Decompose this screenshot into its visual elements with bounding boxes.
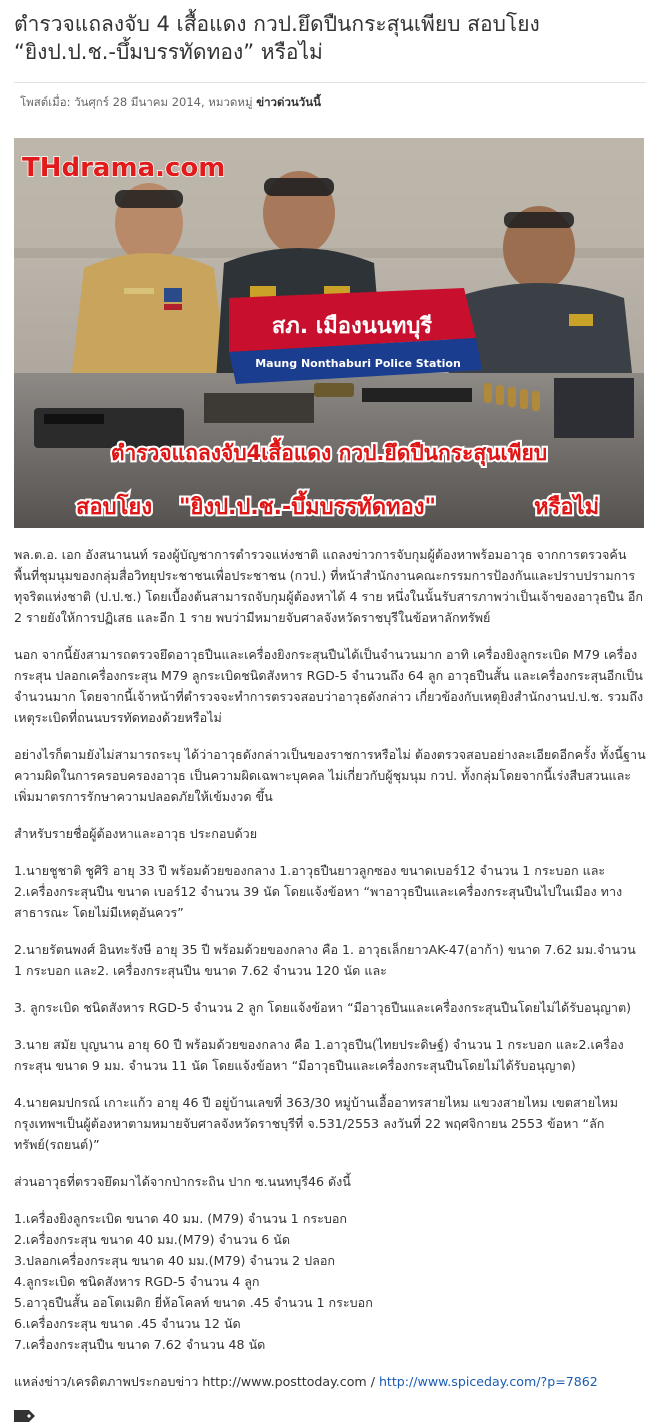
list-item: 4.ลูกระเบิด ชนิดสังหาร RGD-5 จำนวน 4 ลูก <box>14 1274 260 1289</box>
suspect-1: 1.นายชูชาติ ชูศิริ อายุ 33 ปี พร้อมด้วยของกลาง 1.อาวุธปืนยาวลูกซอง ขนาดเบอร์12 จำนวน 1 กระบอก และ 2.เครื่องกระสุนปืน ขนาด เบอร์12 จำนวน 39 นัด โดยแจ้งข้อหา “พาอาวุธปืนและเครื่องกระสุนปืนไปในเมือง ทางสาธารณะ โดยไม่มีเหตุอันควร” <box>14 863 623 920</box>
sign-thai-text: สภ. เมืองนนทบุรี <box>271 314 433 339</box>
hero-headline-line-2c: หรือไม่ <box>534 495 600 520</box>
source-link[interactable]: http://www.spiceday.com/?p=7862 <box>378 1374 598 1389</box>
hero-headline-line-2b: "ยิงป.ป.ช.-บึ้มบรรทัดทอง" <box>179 495 436 520</box>
article-title <box>14 10 644 66</box>
list-item: 2.เครื่องกระสุน ขนาด 40 มม.(M79) จำนวน 6 นัด <box>14 1232 291 1247</box>
paragraph-4: สำหรับรายชื่อผู้ต้องหาและอาวุธ ประกอบด้วย <box>14 826 258 841</box>
article-body <box>14 544 646 1408</box>
station-sign <box>229 288 482 384</box>
post-category-link[interactable]: ข่าวด่วนวันนี้ <box>256 95 321 109</box>
source-prefix: แหล่งข่าว/เครดิตภาพประกอบข่าว http://www.posttoday.com / <box>14 1374 379 1389</box>
sign-english-text: Maung Nonthaburi Police Station <box>255 357 461 370</box>
list-item: 1.เครื่องยิงลูกระเบิด ขนาด 40 มม. (M79) จำนวน 1 กระบอก <box>14 1211 348 1226</box>
weapons-list <box>14 1208 646 1355</box>
watermark-logo: THdrama.com <box>22 153 226 183</box>
post-date: โพสต์เมื่อ: วันศุกร์ 28 มีนาคม 2014, หมวดหมู่ <box>20 95 253 109</box>
list-item: 7.เครื่องกระสุนปืน ขนาด 7.62 จำนวน 48 นัด <box>14 1337 266 1352</box>
hero-photo-illustration <box>14 138 644 528</box>
paragraph-1: พล.ต.อ. เอก อังสนานนท์ รองผู้บัญชาการตำรวจแห่งชาติ แถลงข่าวการจับกุมผู้ต้องหาพร้อมอาวุธ จากการตรวจค้นพื้นที่ชุมนุมของกลุ่มสื่อวิทยุประชาชนเพื่อประชาชน (กวป.) ที่หน้าสำนักงานคณะกรรมการป้องกันและปราบปรามการทุจริตแห่งชาติ (ป.ป.ช.) โดยเบื้องต้นสามารถจับกุมผู้ต้องหาได้ 4 ราย หนึ่งในนั้นรับสารภาพว่าเป็นเจ้าของอาวุธปืน อีก 2 รายยังให้การปฏิเสธ และอีก 1 ราย พบว่ามีหมายจับศาลจังหวัดราชบุรีในข้อหาลักทรัพย์ <box>14 547 644 625</box>
list-item: 5.อาวุธปืนสั้น ออโตเมติก ยี่ห้อโคลท์ ขนาด .45 จำนวน 1 กระบอก <box>14 1295 373 1310</box>
paragraph-2: นอก จากนี้ยังสามารถตรวจยึดอาวุธปืนและเครื่องยิงกระสุนปืนได้เป็นจำนวนมาก อาทิ เครื่องยิงลูกระเบิด M79 เครื่องกระสุน ปลอกเครื่องกระสุน M79 ลูกระเบิดชนิดสังหาร RGD-5 จำนวนถึง 64 ลูก อาวุธปืนสั้น และเครื่องกระสุนอีกเป็นจำนวนมาก โดยจากนี้เจ้าหน้าที่ตำรวจจะทำการตรวจสอบว่าอาวุธดังกล่าว เกี่ยวข้องกับเหตุยิงสำนักงานป.ป.ช. รวมถึง เหตุระเบิดที่ถนนบรรทัดทองด้วยหรือไม่ <box>14 647 644 725</box>
suspect-2: 2.นายรัตนพงศ์ อินทะรังษี อายุ 35 ปี พร้อมด้วยของกลาง คือ 1. อาวุธเล็กยาวAK-47(อาก้า) ขนาด 7.62 มม.จำนวน 1 กระบอก และ2. เครื่องกระสุนปืน ขนาด 7.62 จำนวน 120 นัด และ <box>14 942 636 978</box>
suspect-2-item: 3. ลูกระเบิด ชนิดสังหาร RGD-5 จำนวน 2 ลูก โดยแจ้งข้อหา “มีอาวุธปืนและเครื่องกระสุนปืนโดยไม่ได้รับอนุญาต) <box>14 1000 632 1015</box>
meta-divider <box>14 82 646 83</box>
post-meta <box>20 94 321 112</box>
hero-image <box>14 138 644 528</box>
tag-icon[interactable] <box>14 1410 36 1422</box>
hero-headline-line-1: ตำรวจแถลงจับ4เสื้อแดง กวป.ยึดปืนกระสุนเพียบ <box>110 441 548 465</box>
weapons-intro: ส่วนอาวุธที่ตรวจยึดมาได้จากป่ากระถิน ปาก ซ.นนทบุรี46 ดังนี้ <box>14 1174 351 1189</box>
suspect-3: 3.นาย สมัย บุญนาน อายุ 60 ปี พร้อมด้วยของกลาง คือ 1.อาวุธปืน(ไทยประดิษฐ์) จำนวน 1 กระบอก และ2.เครื่องกระสุน ขนาด 9 มม. จำนวน 11 นัด โดยแจ้งข้อหา “มีอาวุธปืนและเครื่องกระสุนปืนโดยไม่ได้รับอนุญาต) <box>14 1037 624 1073</box>
article-title-line-1: ตำรวจแถลงจับ 4 เสื้อแดง กวป.ยึดปืนกระสุนเพียบ สอบโยง <box>14 12 540 36</box>
article-title-line-2: “ยิงป.ป.ช.-บึ้มบรรทัดทอง” หรือไม่ <box>14 40 323 64</box>
list-item: 6.เครื่องกระสุน ขนาด .45 จำนวน 12 นัด <box>14 1316 241 1331</box>
source-credit <box>14 1371 646 1392</box>
list-item: 3.ปลอกเครื่องกระสุน ขนาด 40 มม.(M79) จำนวน 2 ปลอก <box>14 1253 336 1268</box>
hero-headline-line-2a: สอบโยง <box>76 495 153 520</box>
paragraph-3: อย่างไรก็ตามยังไม่สามารถระบุ ได้ว่าอาวุธดังกล่าวเป็นของราชการหรือไม่ ต้องตรวจสอบอย่างละเอียดอีกครั้ง ทั้งนี้ฐานความผิดในการครอบครองอาวุธ เป็นความผิดเฉพาะบุคคล ไม่เกี่ยวกับผู้ชุมนุม กวป. ทั้งกลุ่มโดยจากนี้เร่งสืบสวนและเพิ่มมาตรการรักษาความปลอดภัยให้เข้มงวด ขึ้น <box>14 747 646 804</box>
suspect-4: 4.นายคมปกรณ์ เกาะแก้ว อายุ 46 ปี อยู่บ้านเลขที่ 363/30 หมู่บ้านเอื้ออาทรสายไหม แขวงสายไหม เขตสายไหม กรุงเทพฯเป็นผู้ต้องหาตามหมายจับศาลจังหวัดราชบุรีที่ จ.531/2553 ลงวันที่ 22 พฤศจิกายน 2553 ข้อหา “ลักทรัพย์(รถยนต์)” <box>14 1095 619 1152</box>
